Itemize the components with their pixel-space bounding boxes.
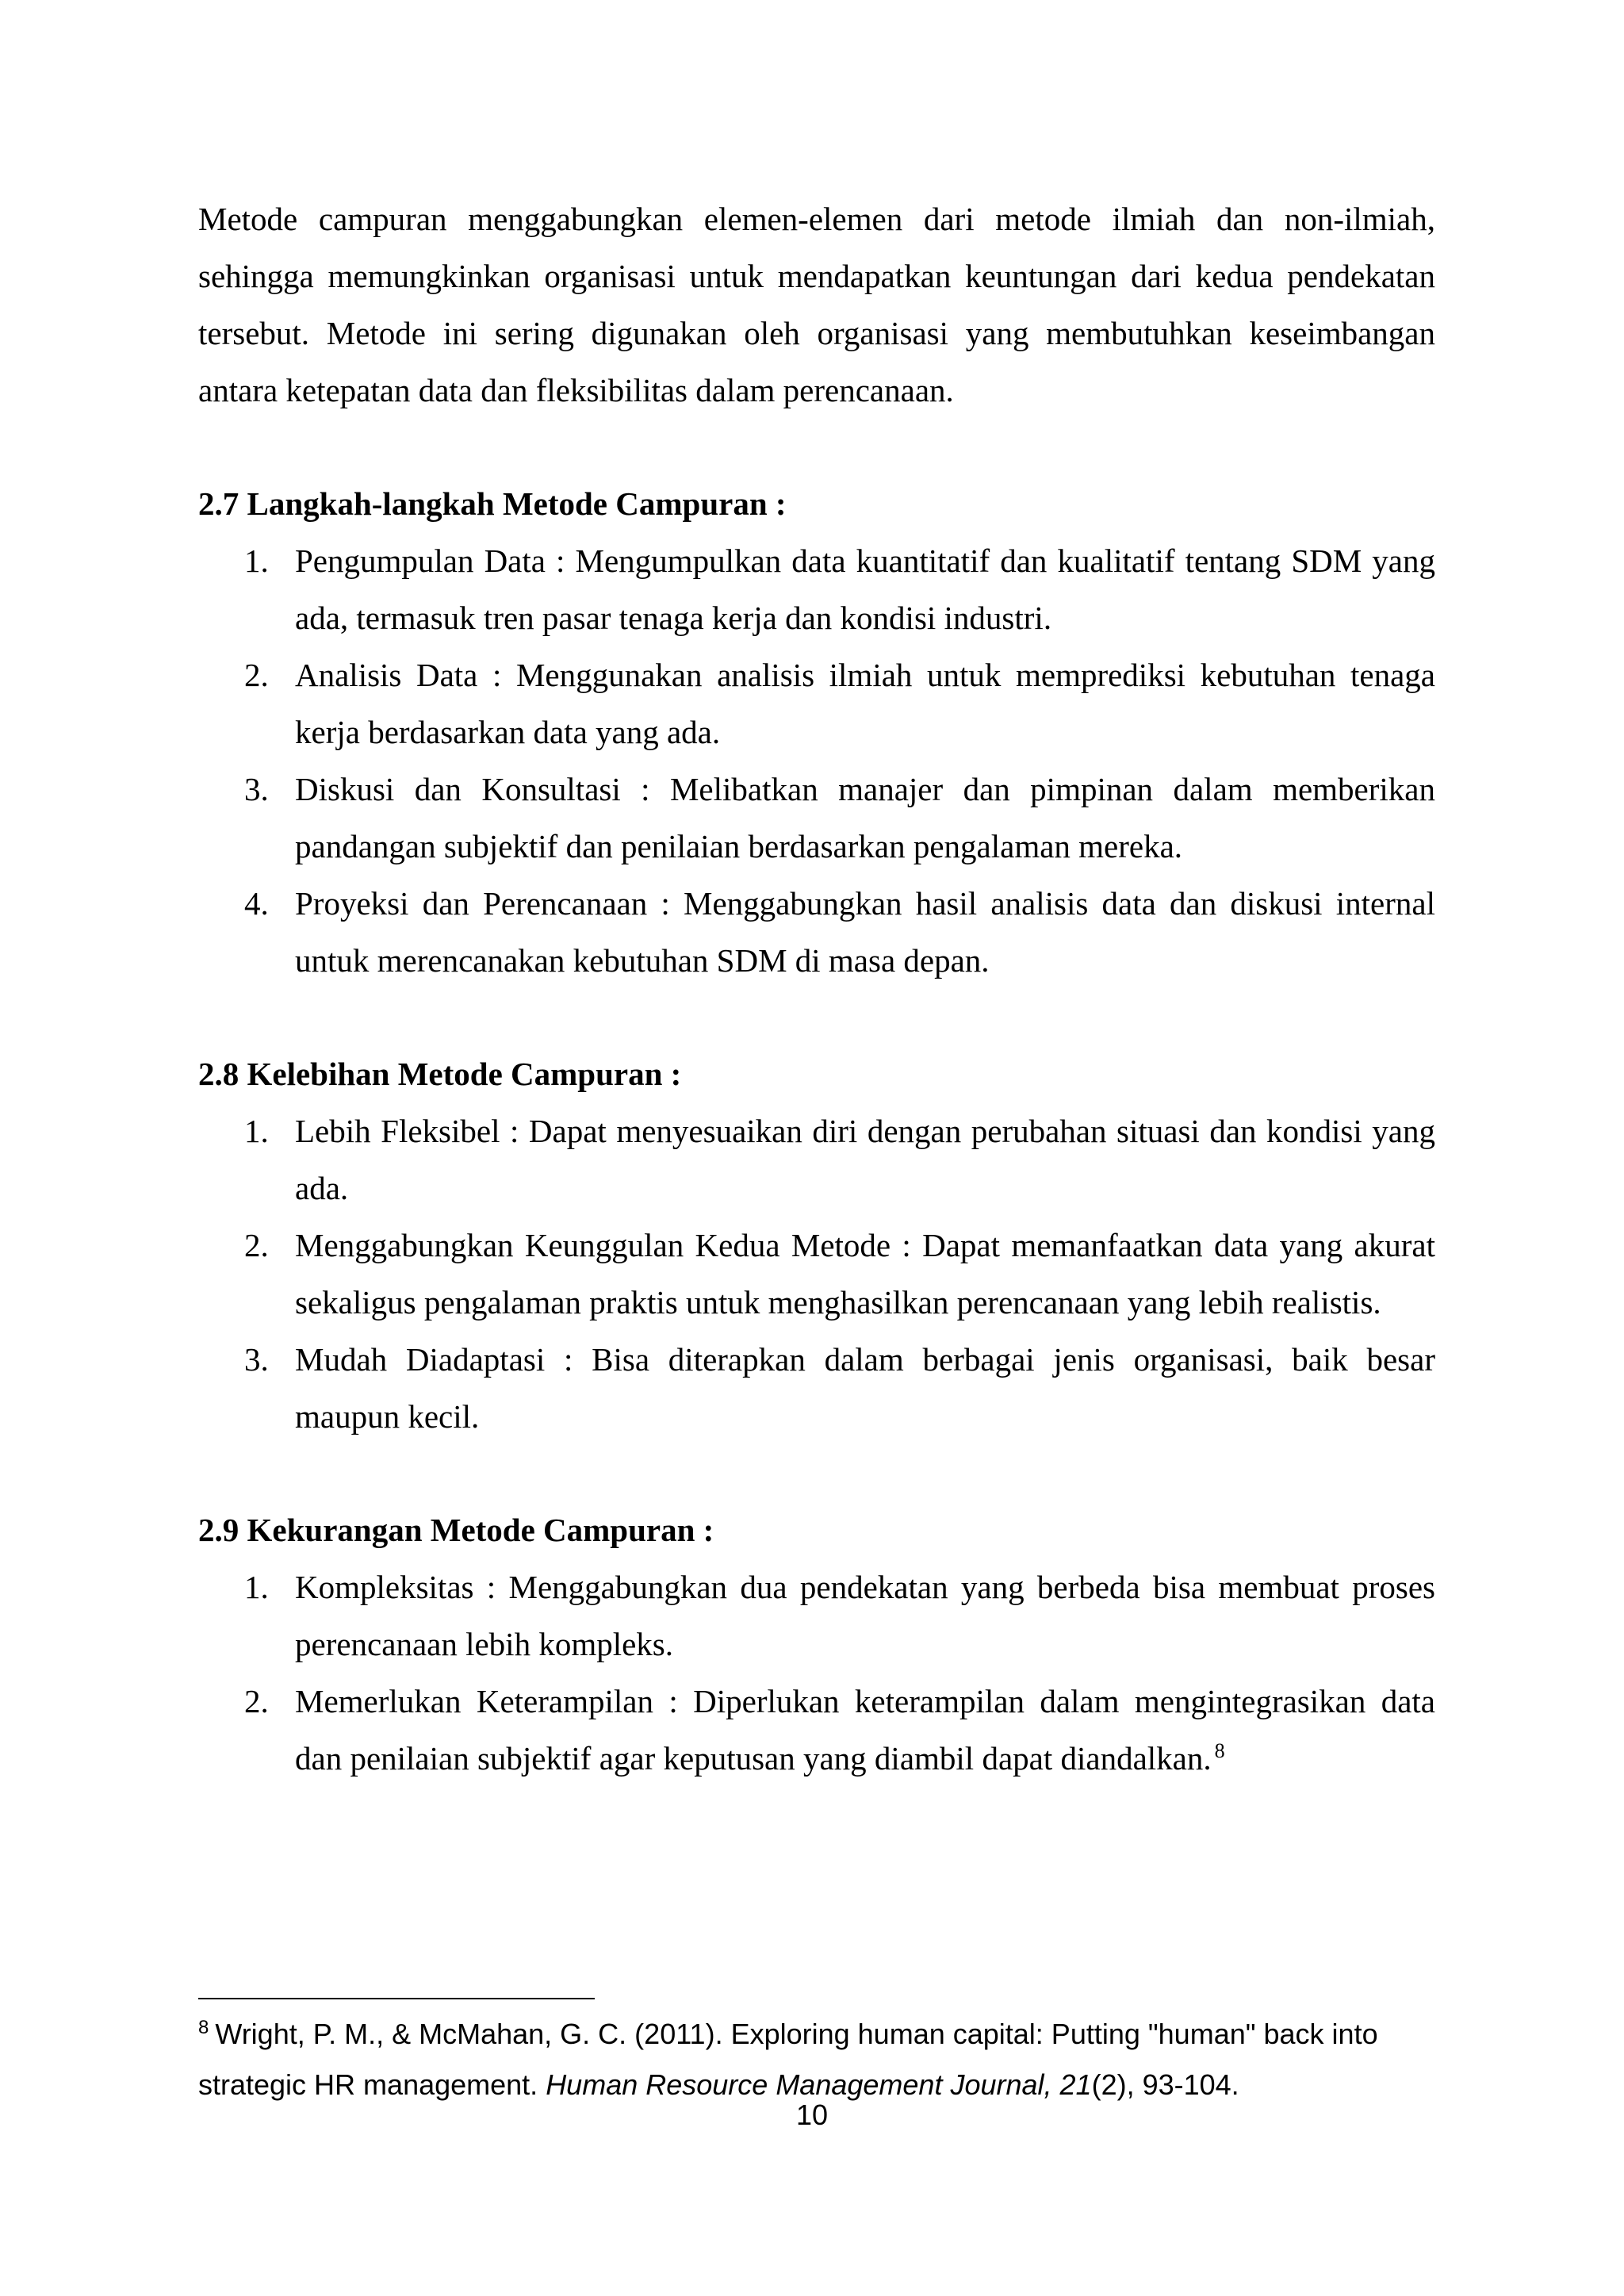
list-item-text: Kompleksitas : Menggabungkan dua pendekatan yang berbeda bisa membuat proses perencanaan lebih kompleks. — [295, 1569, 1435, 1662]
section-advantages — [198, 1045, 1435, 1445]
footnote-issue-pages: (2), 93-104. — [1091, 2068, 1239, 2101]
list-item — [198, 1673, 1435, 1787]
list-item — [198, 1331, 1435, 1445]
footnote-journal: Human Resource Management Journal, 21 — [546, 2068, 1092, 2101]
list-item-text: Pengumpulan Data : Mengumpulkan data kuantitatif dan kualitatif tentang SDM yang ada, termasuk tren pasar tenaga kerja dan kondisi industri. — [295, 542, 1435, 636]
list-item-number: 3. — [244, 1341, 269, 1378]
page-number: 10 — [795, 2099, 829, 2131]
list-item-text: Analisis Data : Menggunakan analisis ilmiah untuk memprediksi kebutuhan tenaga kerja berdasarkan data yang ada. — [295, 657, 1435, 750]
footnote-marker: 8 — [198, 2017, 209, 2038]
list-item-text: Lebih Fleksibel : Dapat menyesuaikan diri dengan perubahan situasi dan kondisi yang ada. — [295, 1113, 1435, 1206]
list-item — [198, 1558, 1435, 1673]
list-item-text: Mudah Diadaptasi : Bisa diterapkan dalam berbagai jenis organisasi, baik besar maupun kecil. — [295, 1341, 1435, 1435]
list-item-text: Diskusi dan Konsultasi : Melibatkan manajer dan pimpinan dalam memberikan pandangan subjektif dan penilaian berdasarkan pengalaman mereka. — [295, 771, 1435, 864]
intro-paragraph: Metode campuran menggabungkan elemen-elemen dari metode ilmiah dan non-ilmiah, sehingga memungkinkan organisasi untuk mendapatkan keuntungan dari kedua pendekatan tersebut. Metode ini sering digunakan oleh organisasi yang membutuhkan keseimbangan antara ketepatan data dan fleksibilitas dalam perencanaan. — [198, 201, 1435, 408]
footnote-citation: Wright, P. M., & McMahan, G. C. (2011). Exploring human capital: Putting "human" back into strategic HR management. — [198, 2018, 1378, 2101]
list-item — [198, 875, 1435, 989]
list-item-text: Proyeksi dan Perencanaan : Menggabungkan hasil analisis data dan diskusi internal untuk merencanakan kebutuhan SDM di masa depan. — [295, 885, 1435, 979]
list-item-number: 1. — [244, 1113, 269, 1149]
list-item — [198, 532, 1435, 646]
list-item-number: 2. — [244, 1227, 269, 1263]
list-item-number: 2. — [244, 1683, 269, 1719]
list-item-number: 1. — [244, 542, 269, 579]
section-heading: 2.7 Langkah-langkah Metode Campuran : — [198, 485, 787, 522]
list-item-text: Menggabungkan Keunggulan Kedua Metode : Dapat memanfaatkan data yang akurat sekaligus pengalaman praktis untuk menghasilkan perencanaan yang lebih realistis. — [295, 1227, 1435, 1320]
list-item — [198, 646, 1435, 761]
section-disadvantages — [198, 1501, 1435, 1787]
footnote-reference[interactable]: 8 — [1214, 1739, 1225, 1763]
advantages-list — [198, 1102, 1435, 1445]
footnote-separator — [198, 1998, 595, 1999]
disadvantages-list — [198, 1558, 1435, 1787]
list-item — [198, 1102, 1435, 1217]
page-content — [198, 190, 1435, 1787]
list-item-text: Memerlukan Keterampilan : Diperlukan keterampilan dalam mengintegrasikan data dan penilaian subjektif agar keputusan yang diambil dapat diandalkan. — [295, 1683, 1435, 1777]
list-item-number: 3. — [244, 771, 269, 807]
section-heading: 2.8 Kelebihan Metode Campuran : — [198, 1056, 682, 1092]
list-item — [198, 1217, 1435, 1331]
steps-list — [198, 532, 1435, 989]
list-item-number: 2. — [244, 657, 269, 693]
list-item-number: 4. — [244, 885, 269, 922]
list-item-number: 1. — [244, 1569, 269, 1605]
section-steps — [198, 475, 1435, 989]
list-item — [198, 761, 1435, 875]
section-heading: 2.9 Kekurangan Metode Campuran : — [198, 1512, 714, 1548]
footnote — [198, 2009, 1435, 2110]
